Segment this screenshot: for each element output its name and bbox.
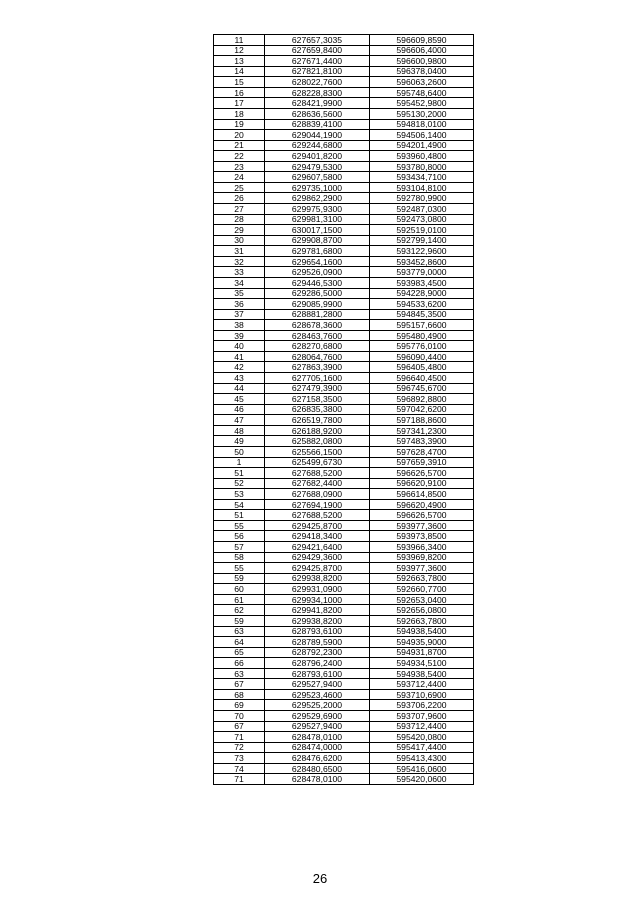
y-coordinate-cell: 593960,4800 (370, 151, 474, 162)
x-coordinate-cell: 626188,9200 (265, 425, 370, 436)
table-row (214, 542, 474, 553)
table-row (214, 267, 474, 278)
x-coordinate-cell: 628478,0100 (265, 774, 370, 785)
point-number-cell: 38 (214, 320, 265, 331)
y-coordinate-cell: 594935,9000 (370, 637, 474, 648)
x-coordinate-cell: 629527,9400 (265, 721, 370, 732)
y-coordinate-cell: 596063,2600 (370, 77, 474, 88)
y-coordinate-cell: 595416,0600 (370, 763, 474, 774)
y-coordinate-cell: 593122,9600 (370, 246, 474, 257)
table-row (214, 415, 474, 426)
point-number-cell: 73 (214, 753, 265, 764)
point-number-cell: 20 (214, 130, 265, 141)
x-coordinate-cell: 629934,1000 (265, 594, 370, 605)
table-row (214, 721, 474, 732)
point-number-cell: 31 (214, 246, 265, 257)
x-coordinate-cell: 627688,5200 (265, 510, 370, 521)
point-number-cell: 55 (214, 520, 265, 531)
y-coordinate-cell: 593434,7100 (370, 172, 474, 183)
x-coordinate-cell: 627821,8100 (265, 66, 370, 77)
table-row (214, 66, 474, 77)
point-number-cell: 18 (214, 108, 265, 119)
x-coordinate-cell: 629244,6800 (265, 140, 370, 151)
y-coordinate-cell: 595420,0600 (370, 774, 474, 785)
y-coordinate-cell: 595130,2000 (370, 108, 474, 119)
x-coordinate-cell: 629654,1600 (265, 256, 370, 267)
x-coordinate-cell: 629418,3400 (265, 531, 370, 542)
point-number-cell: 71 (214, 732, 265, 743)
table-row (214, 130, 474, 141)
y-coordinate-cell: 596620,9100 (370, 478, 474, 489)
x-coordinate-cell: 628474,0000 (265, 742, 370, 753)
point-number-cell: 56 (214, 531, 265, 542)
table-row (214, 626, 474, 637)
y-coordinate-cell: 596090,4400 (370, 351, 474, 362)
table-row (214, 753, 474, 764)
table-row (214, 77, 474, 88)
y-coordinate-cell: 593452,8600 (370, 256, 474, 267)
y-coordinate-cell: 595480,4900 (370, 330, 474, 341)
y-coordinate-cell: 594506,1400 (370, 130, 474, 141)
point-number-cell: 43 (214, 373, 265, 384)
x-coordinate-cell: 628678,3600 (265, 320, 370, 331)
x-coordinate-cell: 629527,9400 (265, 679, 370, 690)
point-number-cell: 51 (214, 510, 265, 521)
table-row (214, 689, 474, 700)
table-row (214, 341, 474, 352)
x-coordinate-cell: 627688,5200 (265, 468, 370, 479)
x-coordinate-cell: 628792,2300 (265, 647, 370, 658)
point-number-cell: 35 (214, 288, 265, 299)
y-coordinate-cell: 595420,0800 (370, 732, 474, 743)
table-row (214, 256, 474, 267)
x-coordinate-cell: 627682,4400 (265, 478, 370, 489)
point-number-cell: 54 (214, 499, 265, 510)
x-coordinate-cell: 629981,3100 (265, 214, 370, 225)
table-row (214, 605, 474, 616)
point-number-cell: 16 (214, 87, 265, 98)
y-coordinate-cell: 597042,6200 (370, 404, 474, 415)
y-coordinate-cell: 597483,3900 (370, 436, 474, 447)
x-coordinate-cell: 629938,8200 (265, 573, 370, 584)
y-coordinate-cell: 594818,0100 (370, 119, 474, 130)
y-coordinate-cell: 596609,8590 (370, 35, 474, 46)
table-row (214, 35, 474, 46)
y-coordinate-cell: 592656,0800 (370, 605, 474, 616)
x-coordinate-cell: 629941,8200 (265, 605, 370, 616)
x-coordinate-cell: 629526,0900 (265, 267, 370, 278)
y-coordinate-cell: 593977,3600 (370, 520, 474, 531)
x-coordinate-cell: 628480,6500 (265, 763, 370, 774)
point-number-cell: 27 (214, 204, 265, 215)
table-row (214, 499, 474, 510)
y-coordinate-cell: 596614,8500 (370, 489, 474, 500)
table-row (214, 742, 474, 753)
y-coordinate-cell: 595748,6400 (370, 87, 474, 98)
x-coordinate-cell: 627479,3900 (265, 383, 370, 394)
point-number-cell: 59 (214, 573, 265, 584)
x-coordinate-cell: 629975,9300 (265, 204, 370, 215)
table-row (214, 246, 474, 257)
y-coordinate-cell: 596745,6700 (370, 383, 474, 394)
x-coordinate-cell: 629479,5300 (265, 161, 370, 172)
table-row (214, 351, 474, 362)
x-coordinate-cell: 627705,1600 (265, 373, 370, 384)
coordinates-table (213, 34, 474, 785)
table-row (214, 98, 474, 109)
x-coordinate-cell: 628421,9900 (265, 98, 370, 109)
x-coordinate-cell: 628793,6100 (265, 668, 370, 679)
x-coordinate-cell: 629425,8700 (265, 563, 370, 574)
point-number-cell: 59 (214, 615, 265, 626)
y-coordinate-cell: 595157,6600 (370, 320, 474, 331)
point-number-cell: 24 (214, 172, 265, 183)
x-coordinate-cell: 629286,5000 (265, 288, 370, 299)
table-row (214, 573, 474, 584)
table-row (214, 489, 474, 500)
y-coordinate-cell: 593983,4500 (370, 277, 474, 288)
table-row (214, 774, 474, 785)
x-coordinate-cell: 629781,6800 (265, 246, 370, 257)
x-coordinate-cell: 628793,6100 (265, 626, 370, 637)
table-row (214, 225, 474, 236)
point-number-cell: 55 (214, 563, 265, 574)
x-coordinate-cell: 628022,7600 (265, 77, 370, 88)
table-row (214, 711, 474, 722)
x-coordinate-cell: 628270,6800 (265, 341, 370, 352)
table-row (214, 45, 474, 56)
table-row (214, 330, 474, 341)
x-coordinate-cell: 628881,2800 (265, 309, 370, 320)
x-coordinate-cell: 628064,7600 (265, 351, 370, 362)
y-coordinate-cell: 592663,7800 (370, 615, 474, 626)
point-number-cell: 61 (214, 594, 265, 605)
x-coordinate-cell: 627671,4400 (265, 56, 370, 67)
table-row (214, 647, 474, 658)
x-coordinate-cell: 626835,3800 (265, 404, 370, 415)
point-number-cell: 37 (214, 309, 265, 320)
point-number-cell: 57 (214, 542, 265, 553)
y-coordinate-cell: 597659,3910 (370, 457, 474, 468)
table-row (214, 658, 474, 669)
table-row (214, 204, 474, 215)
point-number-cell: 60 (214, 584, 265, 595)
point-number-cell: 21 (214, 140, 265, 151)
point-number-cell: 63 (214, 626, 265, 637)
point-number-cell: 71 (214, 774, 265, 785)
table-row (214, 531, 474, 542)
y-coordinate-cell: 596640,4500 (370, 373, 474, 384)
point-number-cell: 51 (214, 468, 265, 479)
point-number-cell: 25 (214, 182, 265, 193)
table-row (214, 108, 474, 119)
point-number-cell: 13 (214, 56, 265, 67)
table-row (214, 732, 474, 743)
x-coordinate-cell: 625499,6730 (265, 457, 370, 468)
page-number: 26 (312, 871, 328, 886)
x-coordinate-cell: 629862,2900 (265, 193, 370, 204)
x-coordinate-cell: 628636,5600 (265, 108, 370, 119)
x-coordinate-cell: 627657,3035 (265, 35, 370, 46)
y-coordinate-cell: 596405,4800 (370, 362, 474, 373)
point-number-cell: 44 (214, 383, 265, 394)
y-coordinate-cell: 593973,8500 (370, 531, 474, 542)
y-coordinate-cell: 595776,0100 (370, 341, 474, 352)
y-coordinate-cell: 594228,9000 (370, 288, 474, 299)
x-coordinate-cell: 628476,6200 (265, 753, 370, 764)
table-row (214, 56, 474, 67)
y-coordinate-cell: 597188,8600 (370, 415, 474, 426)
table-row (214, 584, 474, 595)
y-coordinate-cell: 592799,1400 (370, 235, 474, 246)
x-coordinate-cell: 627158,3500 (265, 394, 370, 405)
table-row (214, 151, 474, 162)
table-row (214, 140, 474, 151)
table-row (214, 320, 474, 331)
point-number-cell: 22 (214, 151, 265, 162)
x-coordinate-cell: 629931,0900 (265, 584, 370, 595)
table-row (214, 373, 474, 384)
y-coordinate-cell: 593710,6900 (370, 689, 474, 700)
x-coordinate-cell: 628478,0100 (265, 732, 370, 743)
point-number-cell: 15 (214, 77, 265, 88)
point-number-cell: 33 (214, 267, 265, 278)
x-coordinate-cell: 629525,2000 (265, 700, 370, 711)
point-number-cell: 36 (214, 299, 265, 310)
table-row (214, 172, 474, 183)
y-coordinate-cell: 593977,3600 (370, 563, 474, 574)
table-row (214, 563, 474, 574)
table-row (214, 309, 474, 320)
x-coordinate-cell: 629908,8700 (265, 235, 370, 246)
y-coordinate-cell: 594938,5400 (370, 626, 474, 637)
table-row (214, 404, 474, 415)
y-coordinate-cell: 592660,7700 (370, 584, 474, 595)
point-number-cell: 12 (214, 45, 265, 56)
y-coordinate-cell: 597341,2300 (370, 425, 474, 436)
table-row (214, 510, 474, 521)
table-row (214, 193, 474, 204)
point-number-cell: 39 (214, 330, 265, 341)
y-coordinate-cell: 594533,6200 (370, 299, 474, 310)
point-number-cell: 47 (214, 415, 265, 426)
table-row (214, 668, 474, 679)
point-number-cell: 58 (214, 552, 265, 563)
table-row (214, 700, 474, 711)
x-coordinate-cell: 630017,1500 (265, 225, 370, 236)
table-row (214, 277, 474, 288)
table-row (214, 119, 474, 130)
x-coordinate-cell: 626519,7800 (265, 415, 370, 426)
table-row (214, 615, 474, 626)
point-number-cell: 70 (214, 711, 265, 722)
y-coordinate-cell: 594934,5100 (370, 658, 474, 669)
y-coordinate-cell: 596600,9800 (370, 56, 474, 67)
y-coordinate-cell: 592653,0400 (370, 594, 474, 605)
table-row (214, 637, 474, 648)
point-number-cell: 14 (214, 66, 265, 77)
y-coordinate-cell: 593712,4400 (370, 721, 474, 732)
y-coordinate-cell: 593104,8100 (370, 182, 474, 193)
y-coordinate-cell: 593779,0000 (370, 267, 474, 278)
point-number-cell: 64 (214, 637, 265, 648)
x-coordinate-cell: 629044,1900 (265, 130, 370, 141)
y-coordinate-cell: 592487,0300 (370, 204, 474, 215)
y-coordinate-cell: 592780,9900 (370, 193, 474, 204)
point-number-cell: 41 (214, 351, 265, 362)
point-number-cell: 67 (214, 679, 265, 690)
point-number-cell: 62 (214, 605, 265, 616)
x-coordinate-cell: 629401,8200 (265, 151, 370, 162)
point-number-cell: 28 (214, 214, 265, 225)
coordinates-table-body (214, 35, 474, 785)
table-row (214, 446, 474, 457)
x-coordinate-cell: 629085,9900 (265, 299, 370, 310)
point-number-cell: 67 (214, 721, 265, 732)
point-number-cell: 34 (214, 277, 265, 288)
x-coordinate-cell: 629607,5800 (265, 172, 370, 183)
y-coordinate-cell: 593969,8200 (370, 552, 474, 563)
y-coordinate-cell: 596378,0400 (370, 66, 474, 77)
x-coordinate-cell: 627659,8400 (265, 45, 370, 56)
x-coordinate-cell: 627688,0900 (265, 489, 370, 500)
point-number-cell: 66 (214, 658, 265, 669)
point-number-cell: 48 (214, 425, 265, 436)
point-number-cell: 49 (214, 436, 265, 447)
y-coordinate-cell: 597628,4700 (370, 446, 474, 457)
point-number-cell: 68 (214, 689, 265, 700)
x-coordinate-cell: 625882,0800 (265, 436, 370, 447)
point-number-cell: 53 (214, 489, 265, 500)
y-coordinate-cell: 593780,8000 (370, 161, 474, 172)
x-coordinate-cell: 625566,1500 (265, 446, 370, 457)
table-row (214, 288, 474, 299)
point-number-cell: 32 (214, 256, 265, 267)
table-row (214, 552, 474, 563)
x-coordinate-cell: 629446,5300 (265, 277, 370, 288)
table-row (214, 161, 474, 172)
point-number-cell: 23 (214, 161, 265, 172)
x-coordinate-cell: 629523,4600 (265, 689, 370, 700)
x-coordinate-cell: 628839,4100 (265, 119, 370, 130)
x-coordinate-cell: 629429,3600 (265, 552, 370, 563)
point-number-cell: 26 (214, 193, 265, 204)
table-row (214, 436, 474, 447)
y-coordinate-cell: 596626,5700 (370, 510, 474, 521)
point-number-cell: 72 (214, 742, 265, 753)
table-row (214, 478, 474, 489)
y-coordinate-cell: 595413,4300 (370, 753, 474, 764)
y-coordinate-cell: 596606,4000 (370, 45, 474, 56)
y-coordinate-cell: 592473,0800 (370, 214, 474, 225)
y-coordinate-cell: 596892,8800 (370, 394, 474, 405)
point-number-cell: 30 (214, 235, 265, 246)
x-coordinate-cell: 628463,7600 (265, 330, 370, 341)
point-number-cell: 1 (214, 457, 265, 468)
point-number-cell: 74 (214, 763, 265, 774)
table-row (214, 362, 474, 373)
y-coordinate-cell: 593707,9600 (370, 711, 474, 722)
table-row (214, 679, 474, 690)
y-coordinate-cell: 594931,8700 (370, 647, 474, 658)
y-coordinate-cell: 594938,5400 (370, 668, 474, 679)
table-row (214, 594, 474, 605)
point-number-cell: 42 (214, 362, 265, 373)
table-row (214, 182, 474, 193)
point-number-cell: 63 (214, 668, 265, 679)
x-coordinate-cell: 629421,6400 (265, 542, 370, 553)
y-coordinate-cell: 595417,4400 (370, 742, 474, 753)
point-number-cell: 17 (214, 98, 265, 109)
x-coordinate-cell: 628228,8300 (265, 87, 370, 98)
point-number-cell: 29 (214, 225, 265, 236)
x-coordinate-cell: 628789,5900 (265, 637, 370, 648)
x-coordinate-cell: 629938,8200 (265, 615, 370, 626)
y-coordinate-cell: 592663,7800 (370, 573, 474, 584)
y-coordinate-cell: 594845,3500 (370, 309, 474, 320)
point-number-cell: 65 (214, 647, 265, 658)
y-coordinate-cell: 595452,9800 (370, 98, 474, 109)
point-number-cell: 69 (214, 700, 265, 711)
table-row (214, 763, 474, 774)
point-number-cell: 19 (214, 119, 265, 130)
y-coordinate-cell: 593966,3400 (370, 542, 474, 553)
table-row (214, 394, 474, 405)
y-coordinate-cell: 594201,4900 (370, 140, 474, 151)
table-row (214, 214, 474, 225)
point-number-cell: 45 (214, 394, 265, 405)
x-coordinate-cell: 627694,1900 (265, 499, 370, 510)
y-coordinate-cell: 596620,4900 (370, 499, 474, 510)
point-number-cell: 46 (214, 404, 265, 415)
x-coordinate-cell: 627863,3900 (265, 362, 370, 373)
x-coordinate-cell: 628796,2400 (265, 658, 370, 669)
table-row (214, 383, 474, 394)
table-row (214, 299, 474, 310)
y-coordinate-cell: 592519,0100 (370, 225, 474, 236)
point-number-cell: 52 (214, 478, 265, 489)
point-number-cell: 11 (214, 35, 265, 46)
table-row (214, 457, 474, 468)
x-coordinate-cell: 629425,8700 (265, 520, 370, 531)
point-number-cell: 40 (214, 341, 265, 352)
table-row (214, 87, 474, 98)
x-coordinate-cell: 629735,1000 (265, 182, 370, 193)
x-coordinate-cell: 629529,6900 (265, 711, 370, 722)
table-row (214, 235, 474, 246)
table-row (214, 520, 474, 531)
y-coordinate-cell: 593712,4400 (370, 679, 474, 690)
y-coordinate-cell: 596626,5700 (370, 468, 474, 479)
point-number-cell: 50 (214, 446, 265, 457)
y-coordinate-cell: 593706,2200 (370, 700, 474, 711)
table-row (214, 468, 474, 479)
table-row (214, 425, 474, 436)
